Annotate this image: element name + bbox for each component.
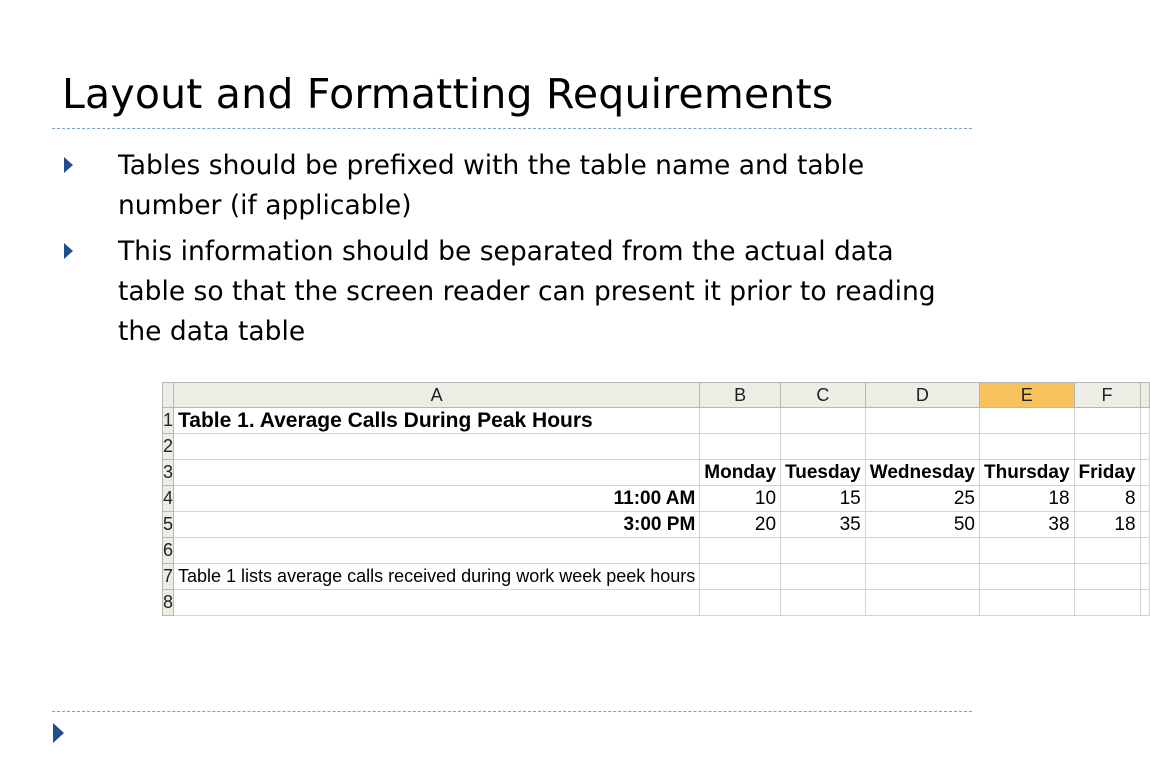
cell[interactable] xyxy=(700,408,781,434)
cell[interactable] xyxy=(700,590,781,616)
sheet-row xyxy=(163,590,1150,616)
day-header-cell[interactable]: Thursday xyxy=(980,460,1075,486)
value-cell[interactable]: 10 xyxy=(700,486,781,512)
row-header[interactable]: 5 xyxy=(163,512,174,538)
cell[interactable] xyxy=(1140,512,1149,538)
time-cell[interactable]: 3:00 PM xyxy=(174,512,700,538)
sheet-row xyxy=(163,408,1150,434)
bullet-arrow-icon xyxy=(64,243,73,259)
value-cell[interactable]: 25 xyxy=(865,486,979,512)
row-header[interactable]: 4 xyxy=(163,486,174,512)
cell[interactable] xyxy=(781,434,866,460)
table-note-cell[interactable]: Table 1 lists average calls received during work week peek hours xyxy=(174,564,700,590)
cell[interactable] xyxy=(1074,590,1140,616)
value-cell[interactable]: 20 xyxy=(700,512,781,538)
column-header[interactable]: A xyxy=(174,383,700,408)
day-header-cell[interactable]: Wednesday xyxy=(865,460,979,486)
cell[interactable] xyxy=(1074,564,1140,590)
sheet-row xyxy=(163,486,1150,512)
value-cell[interactable]: 18 xyxy=(1074,512,1140,538)
cell[interactable] xyxy=(865,408,979,434)
column-header[interactable] xyxy=(1140,383,1149,408)
cell[interactable] xyxy=(1074,408,1140,434)
cell[interactable] xyxy=(781,408,866,434)
value-cell[interactable]: 18 xyxy=(980,486,1075,512)
column-header[interactable]: D xyxy=(865,383,979,408)
value-cell[interactable]: 8 xyxy=(1074,486,1140,512)
cell[interactable] xyxy=(980,408,1075,434)
cell[interactable] xyxy=(1140,408,1149,434)
cell[interactable] xyxy=(865,538,979,564)
cell[interactable] xyxy=(980,564,1075,590)
cell[interactable] xyxy=(1140,486,1149,512)
cell[interactable] xyxy=(1140,590,1149,616)
cell[interactable] xyxy=(781,538,866,564)
sheet-row xyxy=(163,460,1150,486)
bullet-list xyxy=(62,146,962,358)
cell[interactable] xyxy=(980,590,1075,616)
title-divider xyxy=(52,128,972,129)
day-header-cell[interactable]: Tuesday xyxy=(781,460,866,486)
cell[interactable] xyxy=(1140,564,1149,590)
spreadsheet-grid xyxy=(162,382,1150,616)
footer-divider xyxy=(52,711,972,712)
row-header[interactable]: 2 xyxy=(163,434,174,460)
cell[interactable] xyxy=(865,590,979,616)
select-all-corner[interactable] xyxy=(163,383,174,408)
row-header[interactable]: 7 xyxy=(163,564,174,590)
row-header[interactable]: 1 xyxy=(163,408,174,434)
cell[interactable] xyxy=(174,590,700,616)
column-header-row xyxy=(163,383,1150,408)
column-header[interactable]: B xyxy=(700,383,781,408)
sheet-row xyxy=(163,538,1150,564)
cell[interactable] xyxy=(700,434,781,460)
day-header-cell[interactable]: Monday xyxy=(700,460,781,486)
sheet-row xyxy=(163,434,1150,460)
cell[interactable] xyxy=(700,564,781,590)
cell[interactable] xyxy=(980,434,1075,460)
bullet-text: Tables should be prefixed with the table name and table number (if applicable) xyxy=(118,150,865,221)
cell[interactable] xyxy=(1140,460,1149,486)
cell[interactable] xyxy=(700,538,781,564)
bullet-item xyxy=(62,232,962,352)
cell[interactable] xyxy=(1074,538,1140,564)
cell[interactable] xyxy=(781,564,866,590)
bullet-item xyxy=(62,146,962,226)
cell[interactable] xyxy=(980,538,1075,564)
cell[interactable] xyxy=(781,590,866,616)
value-cell[interactable]: 35 xyxy=(781,512,866,538)
spreadsheet-screenshot xyxy=(162,382,1136,612)
cell[interactable] xyxy=(1074,434,1140,460)
bullet-text: This information should be separated from the actual data table so that the screen reader can present it prior to reading the data table xyxy=(118,236,936,347)
value-cell[interactable]: 50 xyxy=(865,512,979,538)
cell[interactable] xyxy=(174,538,700,564)
cell[interactable] xyxy=(865,564,979,590)
sheet-row xyxy=(163,564,1150,590)
cell[interactable] xyxy=(174,460,700,486)
cell[interactable] xyxy=(1140,434,1149,460)
table-caption-cell[interactable]: Table 1. Average Calls During Peak Hours xyxy=(174,408,700,434)
slide-arrow-icon xyxy=(53,723,64,743)
column-header-selected[interactable]: E xyxy=(980,383,1075,408)
bullet-arrow-icon xyxy=(64,157,73,173)
row-header[interactable]: 8 xyxy=(163,590,174,616)
row-header[interactable]: 6 xyxy=(163,538,174,564)
time-cell[interactable]: 11:00 AM xyxy=(174,486,700,512)
value-cell[interactable]: 38 xyxy=(980,512,1075,538)
row-header[interactable]: 3 xyxy=(163,460,174,486)
column-header[interactable]: C xyxy=(781,383,866,408)
column-header[interactable]: F xyxy=(1074,383,1140,408)
cell[interactable] xyxy=(865,434,979,460)
value-cell[interactable]: 15 xyxy=(781,486,866,512)
slide-title: Layout and Formatting Requirements xyxy=(62,70,834,118)
sheet-row xyxy=(163,512,1150,538)
cell[interactable] xyxy=(1140,538,1149,564)
cell[interactable] xyxy=(174,434,700,460)
day-header-cell[interactable]: Friday xyxy=(1074,460,1140,486)
